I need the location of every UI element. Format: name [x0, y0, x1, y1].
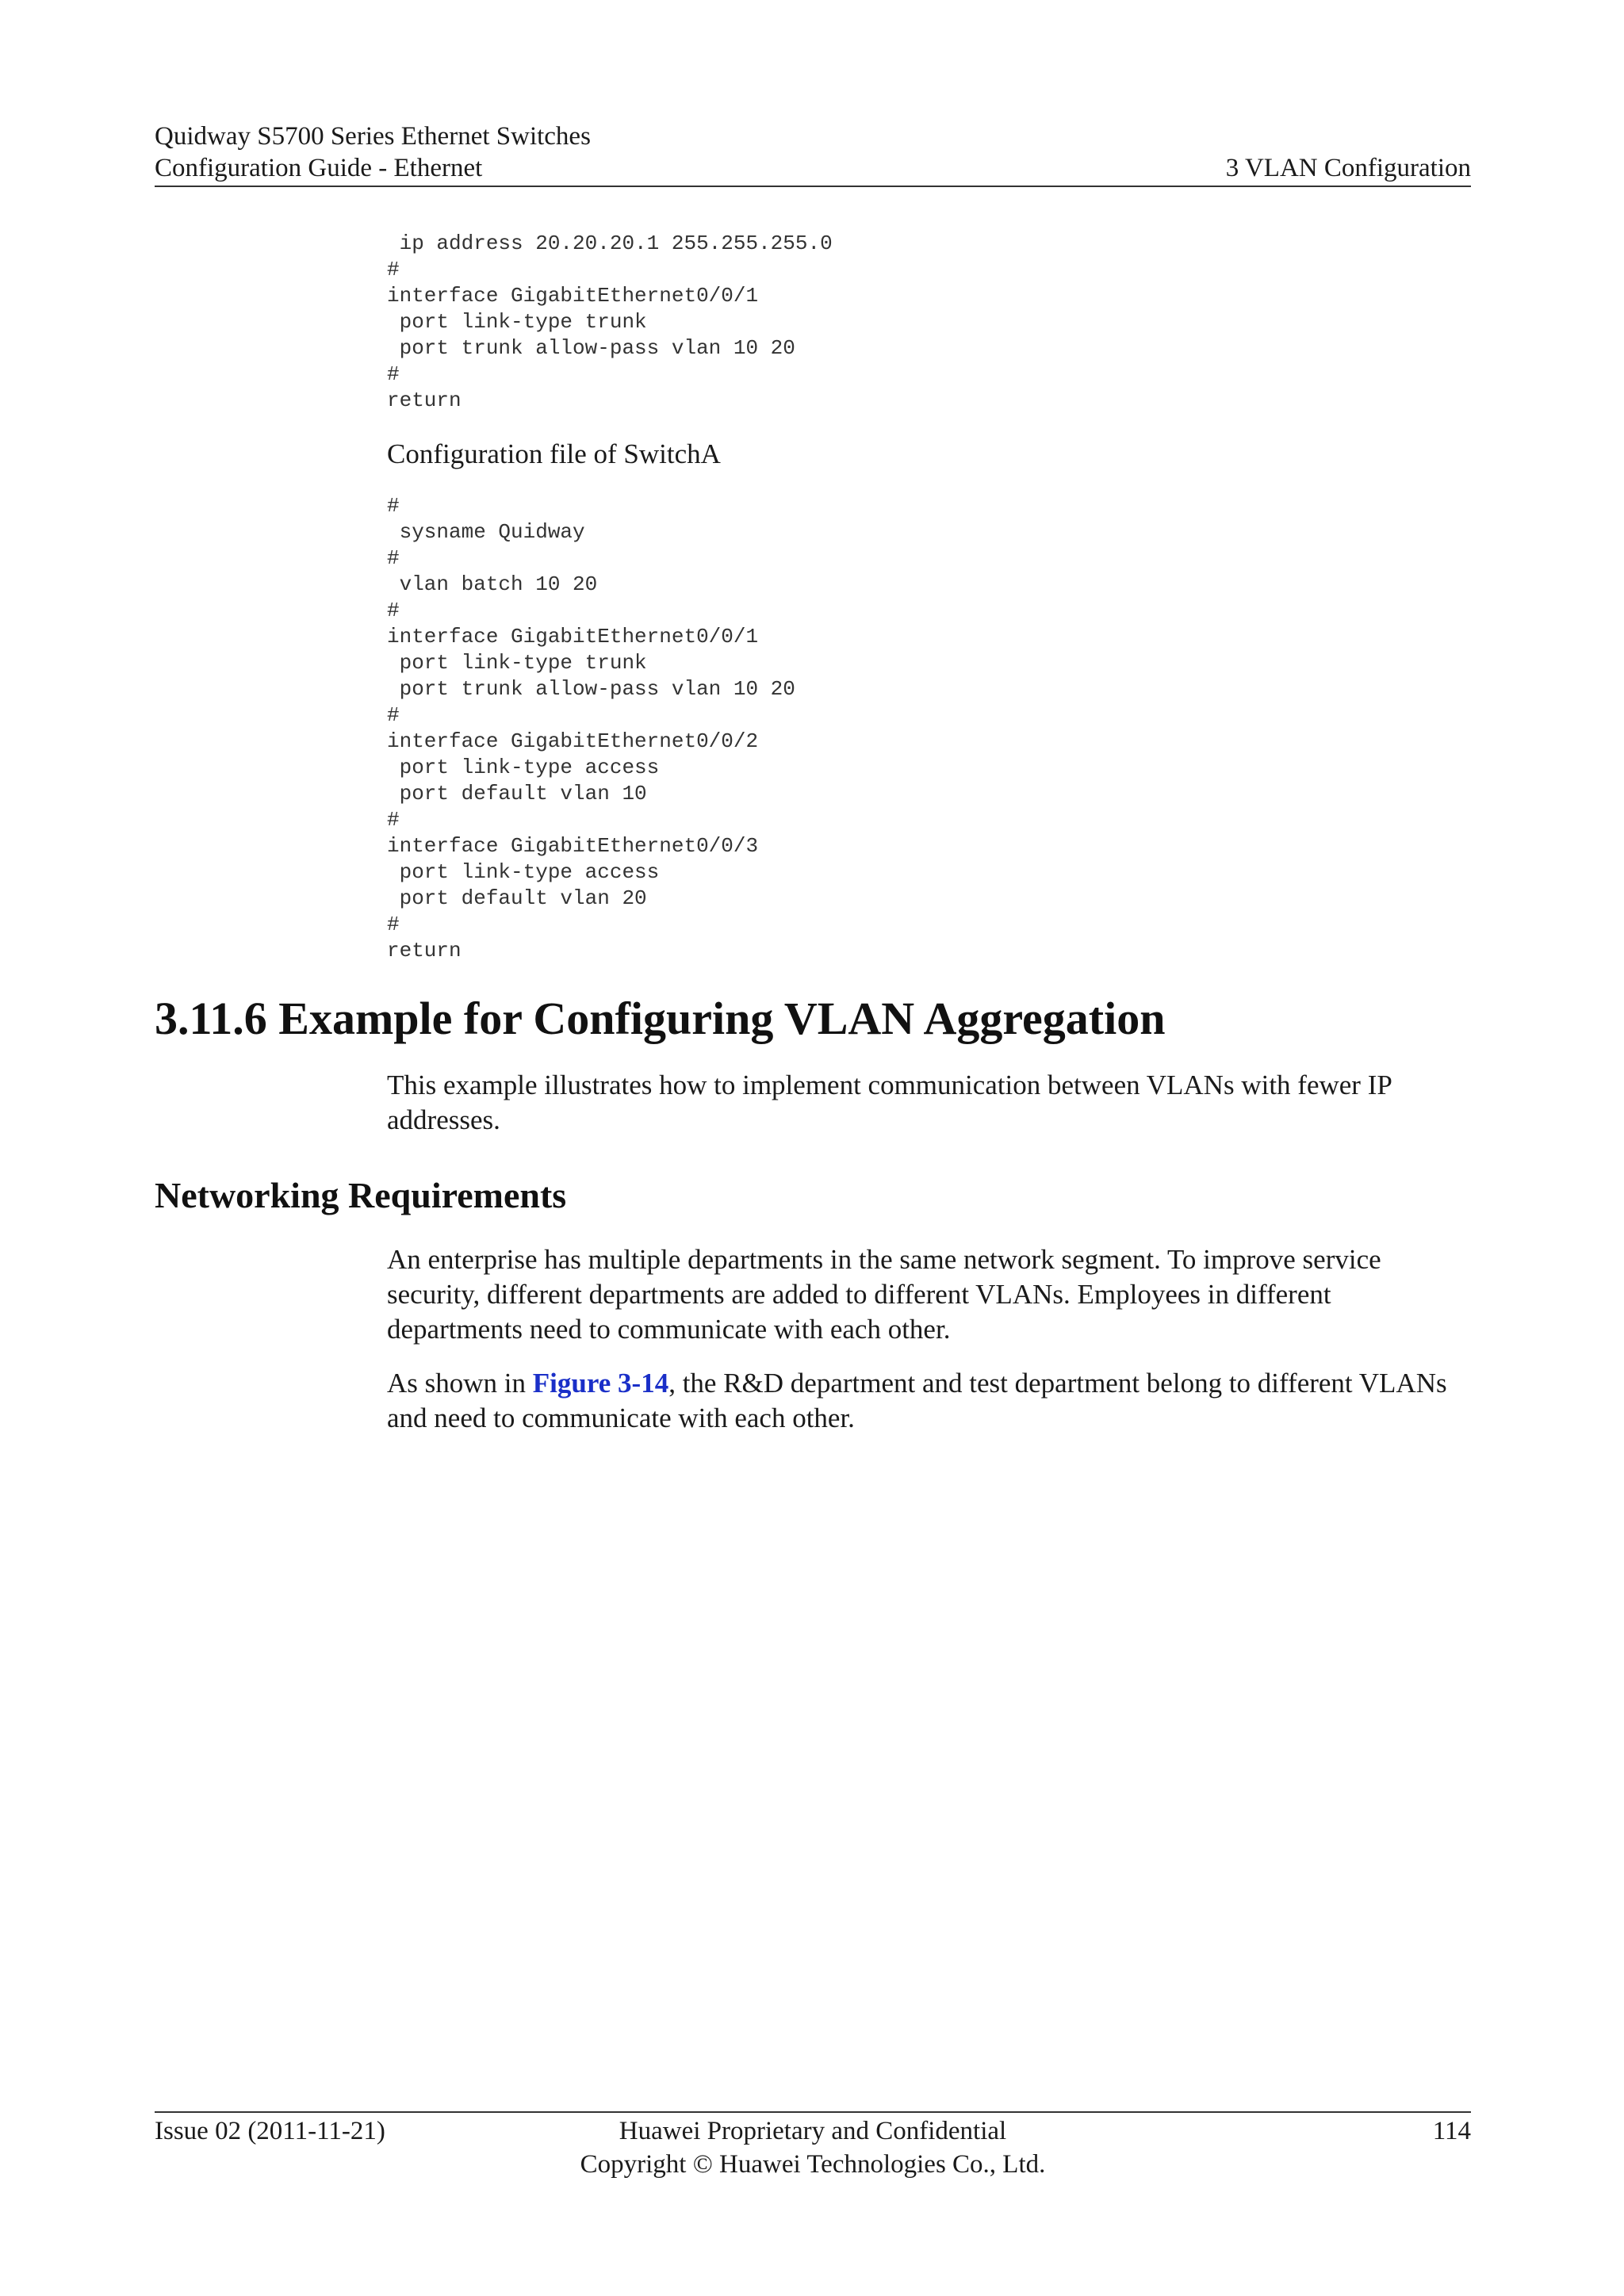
code-line: interface GigabitEthernet0/0/3 [387, 834, 759, 858]
requirements-paragraph-2-tail: , the R&D department and test department belong to different VLANs and need to communicate with each other. [387, 1368, 1447, 1433]
code-line: port default vlan 20 [387, 886, 647, 910]
footer-confidential: Huawei Proprietary and Confidential [619, 2117, 1007, 2145]
code-block-interface-config [387, 231, 833, 414]
code-line: vlan batch 10 20 [387, 572, 598, 596]
code-line: port link-type access [387, 756, 660, 779]
header-guide-title: Configuration Guide - Ethernet [155, 154, 483, 182]
code-line: port link-type access [387, 860, 660, 884]
page-footer [155, 2111, 1471, 2184]
config-file-caption: Configuration file of SwitchA [387, 438, 721, 469]
code-line: # [387, 546, 400, 570]
code-line: port trunk allow-pass vlan 10 20 [387, 336, 795, 360]
code-line: sysname Quidway [387, 520, 585, 544]
code-line: port trunk allow-pass vlan 10 20 [387, 677, 795, 701]
code-line: # [387, 362, 400, 386]
requirements-paragraph-2 [387, 1366, 1473, 1436]
requirements-paragraph-1: An enterprise has multiple departments in the same network segment. To improve service security, different departments are added to different VLANs. Employees in different departments need to communicate with each other. [387, 1244, 1381, 1345]
section-title: 3.11.6 Example for Configuring VLAN Aggregation [155, 993, 1166, 1044]
code-line: port link-type trunk [387, 310, 647, 334]
code-line: interface GigabitEthernet0/0/1 [387, 625, 759, 649]
code-line: port link-type trunk [387, 651, 647, 675]
code-line: ip address 20.20.20.1 255.255.255.0 [387, 232, 833, 255]
code-line: # [387, 808, 400, 832]
code-line: # [387, 258, 400, 281]
section-intro: This example illustrates how to implement communication between VLANs with fewer IP addresses. [387, 1070, 1392, 1135]
code-line: port default vlan 10 [387, 782, 647, 806]
footer-issue: Issue 02 (2011-11-21) [155, 2117, 385, 2145]
footer-page-number: 114 [1432, 2117, 1471, 2145]
code-line: return [387, 388, 462, 412]
code-line: interface GigabitEthernet0/0/1 [387, 284, 759, 308]
code-line: # [387, 913, 400, 936]
code-line: # [387, 599, 400, 622]
networking-requirements-heading: Networking Requirements [155, 1175, 567, 1215]
header-product-title: Quidway S5700 Series Ethernet Switches [155, 122, 591, 151]
requirements-paragraph-2-lead: As shown in [387, 1368, 533, 1399]
header-chapter-title: 3 VLAN Configuration [1225, 154, 1471, 182]
page-header [155, 117, 1471, 187]
footer-copyright: Copyright © Huawei Technologies Co., Ltd. [580, 2150, 1046, 2179]
code-line: # [387, 703, 400, 727]
code-line: return [387, 939, 462, 962]
code-line: # [387, 494, 400, 518]
figure-3-14-link[interactable]: Figure 3-14 [532, 1368, 669, 1399]
code-block-switcha-config [387, 493, 795, 964]
code-line: interface GigabitEthernet0/0/2 [387, 729, 759, 753]
